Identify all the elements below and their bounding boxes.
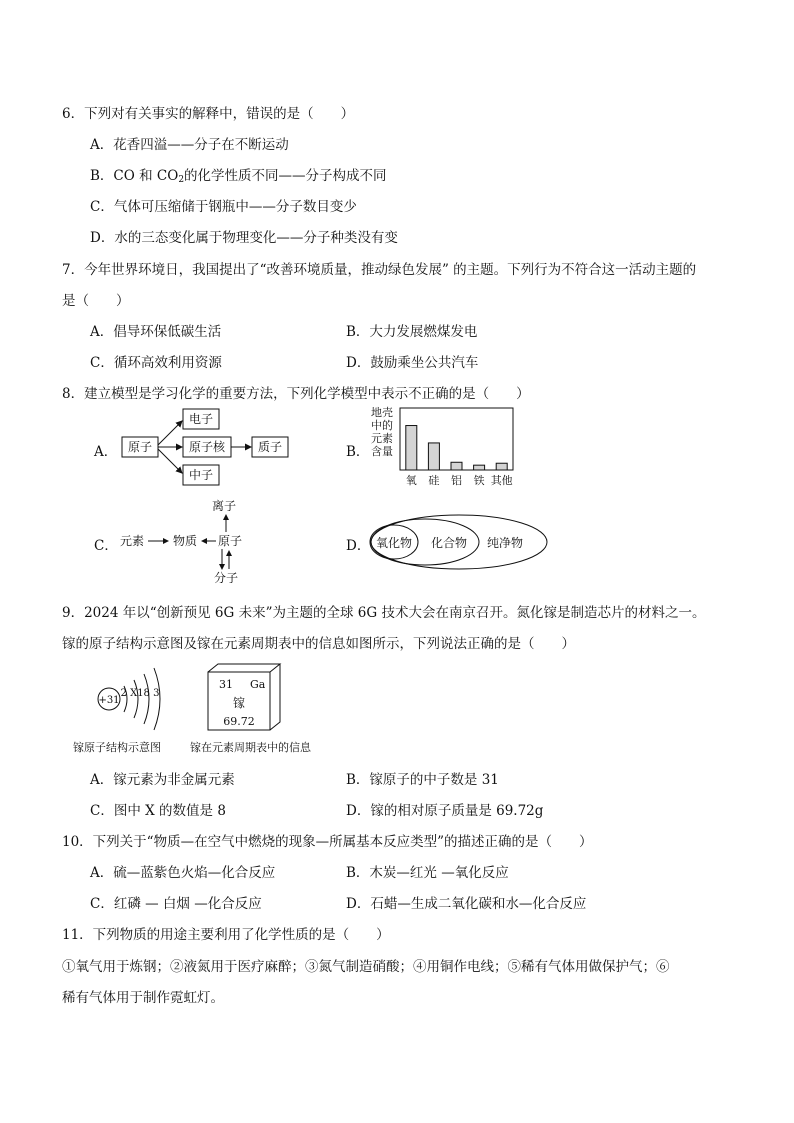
q8-a-electron: 电子 [188,412,214,426]
q10-stem: 10．下列关于“物质—在空气中燃烧的现象—所属基本反应类型”的描述正确的是（ ） [62,834,593,850]
q10-option-d: D．石蜡—生成二氧化碳和水—化合反应 [346,896,587,912]
q8-b-label: B． [346,444,370,460]
q11-line2: 稀有气体用于制作霓虹灯。 [62,990,224,1006]
q8-b-bar-2 [451,462,462,470]
q6-option-d: D．水的三态变化属于物理变化——分子种类没有变 [90,230,398,246]
q8-b-ylabel-1: 地壳 [371,406,393,419]
q9-cell-mass: 69.72 [223,715,255,728]
q8-b-xtick-4: 其他 [490,474,513,487]
q8-b-xtick-0: 氧 [405,474,417,487]
q8-b-bar-3 [474,465,485,470]
q9-option-a: A．镓元素为非金属元素 [90,772,235,788]
q8-b-ylabel-2: 中的 [371,419,393,432]
q8-a-label: A． [94,444,118,460]
q8-d-compound: 化合物 [430,536,468,550]
q9-option-b: B．镓原子的中子数是 31 [346,772,499,788]
q10-option-b: B．木炭—红光 —氧化反应 [346,865,509,881]
q8-b-bar-4 [496,463,507,470]
q7-option-b: B．大力发展燃煤发电 [346,324,478,340]
q9-cell-number: 31 [219,678,233,691]
q8-b-xtick-2: 铝 [451,474,462,487]
q9-stem-line2: 镓的原子结构示意图及镓在元素周期表中的信息如图所示，下列说法正确的是（ ） [62,636,575,652]
q6-option-b: B．CO 和 $CO_2$的化学性质不同——分子构成不同 [90,168,387,185]
q7-stem-line1: 7．今年世界环境日，我国提出了“改善环境质量，推动绿色发展” 的主题。下列行为不符合这一活动主题的 [62,262,697,278]
q9-shells: 2 X18 3 [120,688,160,699]
q9-periodic-cell [205,662,285,734]
q9-option-d: D．镓的相对原子质量是 69.72g [346,803,544,819]
q10-option-c: C．红磷 — 白烟 —化合反应 [90,896,262,912]
q9-option-c: C．图中 X 的数值是 8 [90,803,226,819]
q8-b-bar-0 [406,426,417,470]
q8-a-nucleus: 原子核 [188,440,226,454]
q8-c-element: 元素 [119,534,145,548]
q8-d-oxide: 氧化物 [375,536,413,550]
q9-atom-diagram [88,662,168,732]
q8-d-pure: 纯净物 [486,536,524,550]
q8-c-label: C． [94,538,118,554]
q7-option-a: A．倡导环保低碳生活 [90,324,222,340]
q8-stem: 8．建立模型是学习化学的重要方法，下列化学模型中表示不正确的是（ ） [62,386,530,402]
q9-caption-cell: 镓在元素周期表中的信息 [190,741,311,754]
q6-stem: 6．下列对有关事实的解释中，错误的是（ ） [62,106,355,122]
q9-stem-line1: 9．2024 年以“创新预见 6G 未来”为主题的全球 6G 技术大会在南京召开。氮化镓是制造芯片的材料之一。 [62,605,706,621]
q9-caption-atom: 镓原子结构示意图 [73,741,161,754]
q8-b-xtick-3: 铁 [473,474,485,487]
q8-b-bar-1 [428,443,439,470]
q9-cell-symbol: Ga [250,678,266,691]
q7-stem-line2: 是（ ） [62,293,130,309]
q8-c-diagram [112,496,262,586]
q8-a-neutron: 中子 [188,468,214,482]
q8-b-ylabel-3: 元素 [371,432,393,445]
q9-cell-name: 镓 [232,696,246,710]
q6-option-c: C．气体可压缩储于钢瓶中——分子数目变少 [90,199,357,215]
q10-option-a: A．硫—蓝紫色火焰—化合反应 [90,865,276,881]
q8-a-atom: 原子 [127,440,153,454]
q11-line1: ①氧气用于炼钢；②液氮用于医疗麻醉；③氮气制造硝酸；④用铜作电线；⑤稀有气体用做保护气；⑥ [62,959,670,975]
q8-d-label: D． [346,538,371,554]
q8-b-chart [370,406,520,488]
q8-c-ion: 离子 [211,499,237,513]
q8-b-ylabel-4: 含量 [371,445,393,458]
q8-c-molecule: 分子 [213,571,239,585]
q11-stem: 11．下列物质的用途主要利用了化学性质的是（ ） [62,927,390,943]
q8-a-proton: 质子 [257,440,283,454]
q8-b-xtick-1: 硅 [428,474,440,487]
q8-d-diagram [367,512,557,572]
q8-c-atom: 原子 [217,534,243,548]
q7-option-c: C．循环高效利用资源 [90,355,222,371]
q8-a-diagram [115,405,305,490]
q7-option-d: D．鼓励乘坐公共汽车 [346,355,479,371]
q8-c-substance: 物质 [172,534,198,548]
q6-option-a: A．花香四溢——分子在不断运动 [90,137,289,153]
q9-nucleus: +31 [98,695,120,706]
